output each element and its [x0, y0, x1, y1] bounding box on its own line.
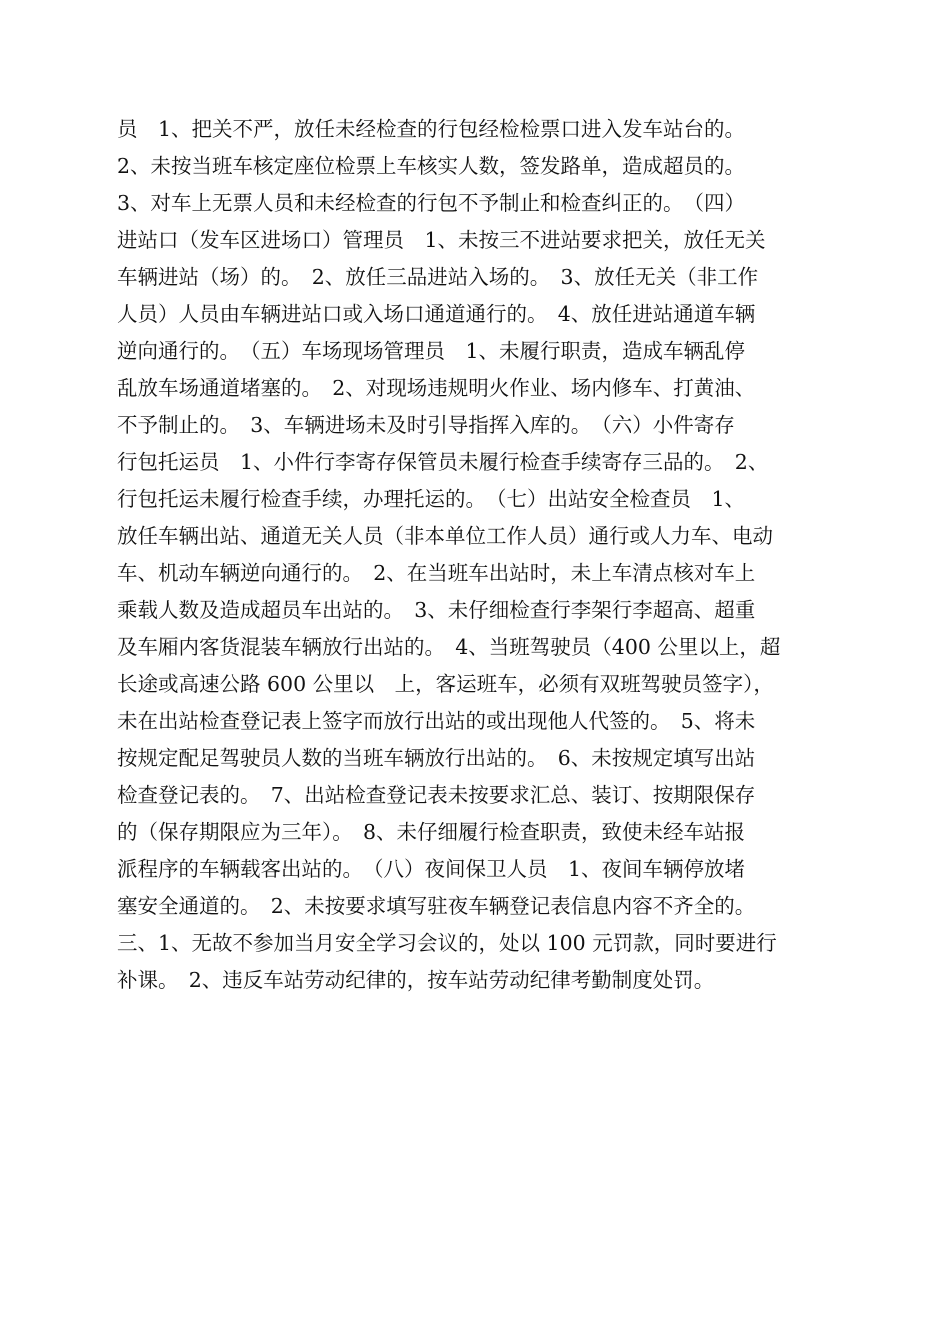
body-text: [117, 111, 837, 999]
text-line: 放任车辆出站、通道无关人员（非本单位工作人员）通行或人力车、电动: [117, 524, 773, 548]
text-line: 行包托运未履行检查手续，办理托运的。 （七）出站安全检查员 1、: [117, 487, 746, 511]
text-line: 不予制止的。 3、车辆进场未及时引导指挥入库的。 （六）小件寄存: [117, 413, 735, 437]
text-line: 塞安全通道的。 2、未按要求填写驻夜车辆登记表信息内容不齐全的。: [117, 894, 756, 918]
text-line: 按规定配足驾驶员人数的当班车辆放行出站的。 6、未按规定填写出站: [117, 746, 756, 770]
text-line: 的（保存期限应为三年）。 8、未仔细履行检查职责，致使未经车站报: [117, 820, 746, 844]
text-line: 乱放车场通道堵塞的。 2、对现场违规明火作业、场内修车、打黄油、: [117, 376, 756, 400]
text-line: 乘载人数及造成超员车出站的。 3、未仔细检查行李架行李超高、超重: [117, 598, 756, 622]
text-line: 逆向通行的。 （五）车场现场管理员 1、未履行职责，造成车辆乱停: [117, 339, 746, 363]
text-line: 三、1、无故不参加当月安全学习会议的，处以 100 元罚款，同时要进行: [117, 931, 777, 955]
text-line: 及车厢内客货混装车辆放行出站的。 4、当班驾驶员（400 公里以上，超: [117, 635, 781, 659]
text-line: 车辆进站（场）的。 2、放任三品进站入场的。 3、放任无关（非工作: [117, 265, 759, 289]
text-line: 人员）人员由车辆进站口或入场口通道通行的。 4、放任进站通道车辆: [117, 302, 756, 326]
text-line: 长途或高速公路 600 公里以 上，客运班车，必须有双班驾驶员签字），: [117, 672, 774, 696]
text-line: 派程序的车辆载客出站的。 （八）夜间保卫人员 1、夜间车辆停放堵: [117, 857, 746, 881]
text-line: 行包托运员 1、小件行李寄存保管员未履行检查手续寄存三品的。 2、: [117, 450, 769, 474]
text-line: 员 1、把关不严，放任未经检查的行包经检检票口进入发车站台的。: [117, 117, 746, 141]
text-line: 检查登记表的。 7、出站检查登记表未按要求汇总、装订、按期限保存: [117, 783, 756, 807]
text-line: 2、未按当班车核定座位检票上车核实人数，签发路单，造成超员的。: [117, 154, 746, 178]
text-line: 未在出站检查登记表上签字而放行出站的或出现他人代签的。 5、将未: [117, 709, 756, 733]
text-line: 3、对车上无票人员和未经检查的行包不予制止和检查纠正的。 （四）: [117, 191, 746, 215]
text-line: 补课。 2、违反车站劳动纪律的，按车站劳动纪律考勤制度处罚。: [117, 968, 715, 992]
text-line: 车、机动车辆逆向通行的。 2、在当班车出站时，未上车清点核对车上: [117, 561, 756, 585]
text-line: 进站口（发车区进场口）管理员 1、未按三不进站要求把关，放任无关: [117, 228, 766, 252]
